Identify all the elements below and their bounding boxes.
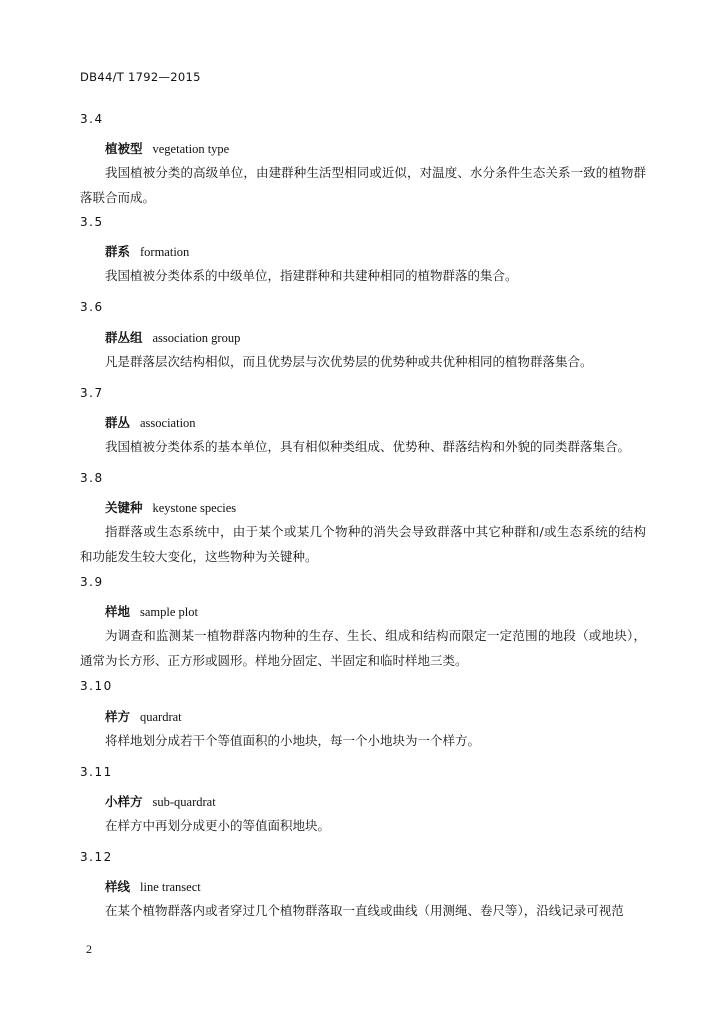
- term-heading: [105, 498, 236, 516]
- term-heading: [105, 413, 196, 431]
- term-chinese: 群丛: [105, 415, 131, 430]
- term-heading: [105, 328, 240, 346]
- page-number: 2: [86, 942, 92, 956]
- term-english: keystone species: [152, 501, 237, 515]
- term-english: association group: [152, 331, 241, 345]
- term-definition: 我国植被分类体系的中级单位，指建群种和共建种相同的植物群落的集合。: [105, 268, 518, 283]
- entry-number: 3.8: [80, 471, 104, 485]
- term-definition: 指群落或生态系统中，由于某个或某几个物种的消失会导致群落中其它种群和/或生态系统的结构和功能发生较大变化，这些物种为关键种。: [80, 524, 646, 564]
- term-definition: 我国植被分类体系的基本单位，具有相似种类组成、优势种、群落结构和外貌的同类群落集合。: [105, 439, 631, 454]
- term-chinese: 群系: [105, 244, 131, 259]
- entry-number: 3.6: [80, 300, 104, 314]
- term-chinese: 样方: [105, 709, 131, 724]
- entry-number: 3.10: [80, 679, 113, 693]
- term-chinese: 样线: [105, 879, 131, 894]
- standard-code: DB44/T 1792—2015: [80, 70, 201, 84]
- term-definition: 为调查和监测某一植物群落内物种的生存、生长、组成和结构而限定一定范围的地段（或地块），通常为长方形、正方形或圆形。样地分固定、半固定和临时样地三类。: [80, 628, 646, 668]
- term-definition: 我国植被分类的高级单位，由建群种生活型相同或近似，对温度、水分条件生态关系一致的植物群落联合而成。: [80, 165, 646, 205]
- term-chinese: 小样方: [105, 794, 143, 809]
- term-chinese: 植被型: [105, 141, 143, 156]
- entry-number: 3.5: [80, 215, 104, 229]
- term-chinese: 关键种: [105, 500, 143, 515]
- entry-number: 3.9: [80, 575, 104, 589]
- term-english: association: [140, 416, 196, 430]
- term-english: sub-quardrat: [152, 795, 216, 809]
- term-heading: [105, 792, 216, 810]
- term-english: vegetation type: [152, 142, 230, 156]
- term-heading: [105, 139, 229, 157]
- term-english: line transect: [140, 880, 201, 894]
- term-heading: [105, 707, 182, 725]
- term-chinese: 群丛组: [105, 330, 143, 345]
- term-definition: 在某个植物群落内或者穿过几个植物群落取一直线或曲线（用测绳、卷尺等），沿线记录可视范: [105, 903, 624, 918]
- term-heading: [105, 877, 201, 895]
- term-english: quardrat: [140, 710, 182, 724]
- term-heading: [105, 242, 189, 260]
- term-heading: [105, 602, 198, 620]
- term-definition: 将样地划分成若干个等值面积的小地块，每一个小地块为一个样方。: [105, 733, 481, 748]
- term-english: sample plot: [140, 605, 198, 619]
- term-chinese: 样地: [105, 604, 131, 619]
- term-definition: 凡是群落层次结构相似，而且优势层与次优势层的优势种或共优种相同的植物群落集合。: [105, 354, 593, 369]
- entry-number: 3.4: [80, 112, 104, 126]
- term-definition: 在样方中再划分成更小的等值面积地块。: [105, 818, 331, 833]
- entry-number: 3.11: [80, 765, 113, 779]
- entry-number: 3.12: [80, 850, 113, 864]
- entry-number: 3.7: [80, 386, 104, 400]
- term-english: formation: [140, 245, 190, 259]
